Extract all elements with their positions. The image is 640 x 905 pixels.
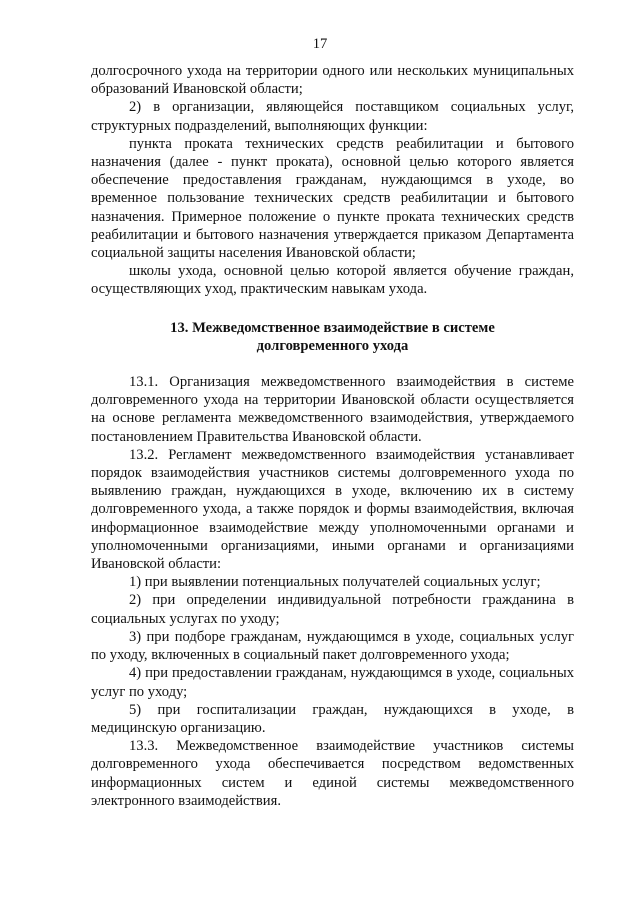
page-number: 17 xyxy=(312,36,328,52)
paragraph: 13.2. Регламент межведомственного взаимодействия устанавливает порядок взаимодействия участников системы долговременного ухода по выявлению граждан, нуждающихся в уходе, включению их в систему долговременного ухода, а также порядок и формы взаимодействия, включая информационное взаимодействие между уполномоченными органами и уполномоченными организациями, иными органами и организациями Ивановской области: xyxy=(91,446,574,573)
paragraph-continuation: долгосрочного ухода на территории одного или нескольких муниципальных образований Ивановской области; xyxy=(91,63,574,98)
paragraph: 13.3. Межведомственное взаимодействие участников системы долговременного ухода обеспечивается посредством ведомственных информационных систем и единой системы межведомственного электронного взаимодействия. xyxy=(91,738,574,809)
list-item: 4) при предоставлении гражданам, нуждающимся в уходе, социальных услуг по уходу; xyxy=(91,665,574,700)
document-body xyxy=(91,62,574,810)
paragraph: школы ухода, основной целью которой является обучение граждан, осуществляющих уход, практическим навыкам ухода. xyxy=(91,263,574,298)
list-item: 3) при подборе гражданам, нуждающимся в уходе, социальных услуг по уходу, включенных в социальный пакет долговременного ухода; xyxy=(91,628,574,664)
section-heading-line: 13. Межведомственное взаимодействие в системе xyxy=(170,319,495,336)
paragraph: 2) в организации, являющейся поставщиком социальных услуг, структурных подразделений, выполняющих функции: xyxy=(91,99,574,134)
section-heading xyxy=(91,319,574,355)
section-heading-line: долговременного ухода xyxy=(256,337,409,354)
list-item: 5) при госпитализации граждан, нуждающихся в уходе, в медицинскую организацию. xyxy=(91,701,574,736)
paragraph: 13.1. Организация межведомственного взаимодействия в системе долговременного ухода на территории Ивановской области осуществляется на основе регламента межведомственного взаимодействия, утверждаемого постановлением Правительства Ивановской области. xyxy=(91,374,574,445)
list-item: 1) при выявлении потенциальных получателей социальных услуг; xyxy=(129,574,541,591)
paragraph: пункта проката технических средств реабилитации и бытового назначения (далее - пункт проката), основной целью которого является обеспечение предоставления гражданам, нуждающимся в уходе, во временное пользование технических средств реабилитации и бытового назначения. Примерное положение о пункте проката технических средств реабилитации и бытового назначения утверждается приказом Департамента социальной защиты населения Ивановской области; xyxy=(91,135,574,262)
list-item: 2) при определении индивидуальной потребности гражданина в социальных услугах по уходу; xyxy=(91,592,574,627)
